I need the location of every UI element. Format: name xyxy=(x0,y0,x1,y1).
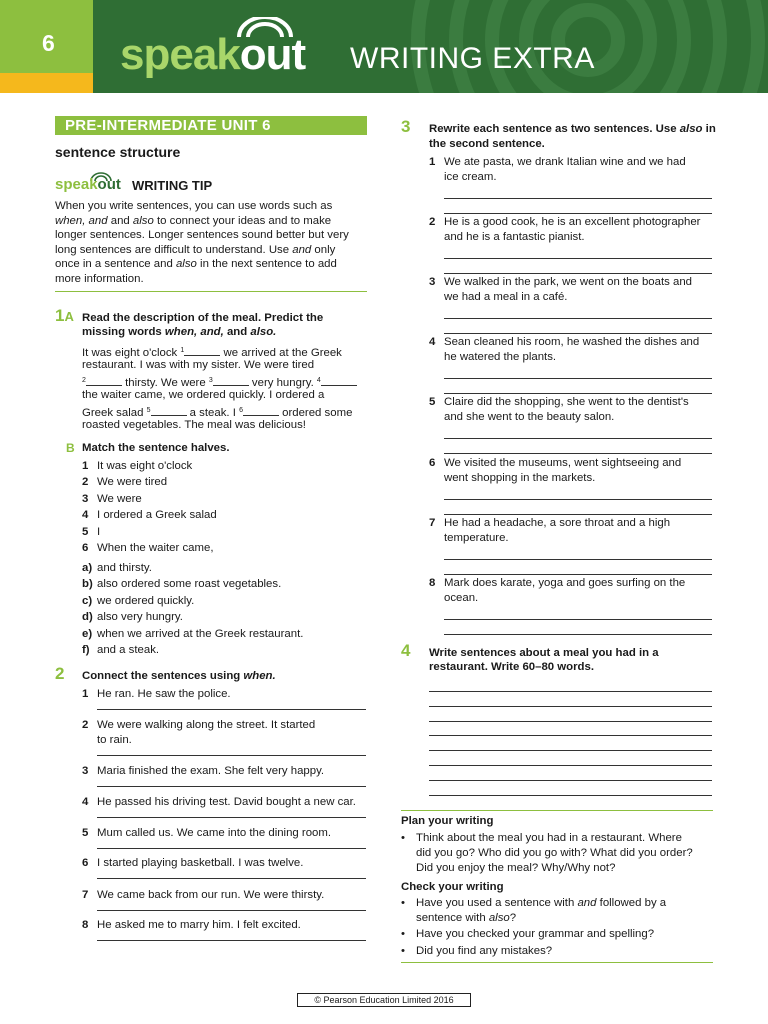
answer-line[interactable] xyxy=(444,453,712,454)
item-number: 3 xyxy=(429,276,436,289)
check-text-segment: followed by a xyxy=(596,897,667,909)
check-line xyxy=(416,911,516,926)
answer-line[interactable] xyxy=(444,318,712,319)
item-text: went shopping in the markets. xyxy=(444,471,596,484)
item-text: ice cream. xyxy=(444,171,497,183)
half-number: 6 xyxy=(82,542,89,554)
item-number: 8 xyxy=(82,919,89,931)
half-text: I xyxy=(97,525,101,538)
item-number: 6 xyxy=(429,456,436,469)
paragraph-text: thirsty. We were xyxy=(121,376,209,389)
answer-line[interactable] xyxy=(444,258,712,259)
half-number: 2 xyxy=(82,476,89,489)
ending-text: also ordered some roast vegetables. xyxy=(97,578,282,591)
bullet-dot: • xyxy=(401,832,405,844)
item-text: temperature. xyxy=(444,531,509,544)
gap-blank[interactable] xyxy=(151,406,187,416)
unit-label: PRE-INTERMEDIATE UNIT 6 xyxy=(65,117,271,134)
exercise-1a-instruction-2: missing words when, and, and also. xyxy=(82,326,277,338)
tip-text-segment: only xyxy=(311,243,336,256)
gap-number: 3 xyxy=(208,376,213,384)
answer-line[interactable] xyxy=(444,514,712,515)
half-number: 1 xyxy=(82,460,89,472)
tip-line: more information. xyxy=(55,273,144,285)
tip-logo: speakout xyxy=(55,176,121,193)
exercise-4-number: 4 xyxy=(401,641,411,660)
item-text: Maria finished the exam. She felt very happy. xyxy=(97,765,325,777)
item-number: 7 xyxy=(82,889,89,901)
item-number: 8 xyxy=(429,576,436,589)
gap-blank[interactable] xyxy=(243,406,279,416)
tip-line xyxy=(55,257,337,272)
plan-line: Think about the meal you had in a restaurant. Where xyxy=(416,832,682,844)
ending-letter: a) xyxy=(82,562,93,574)
answer-line[interactable] xyxy=(444,559,712,560)
half-text: We were tired xyxy=(97,476,168,489)
tip-text-segment: once in a sentence and xyxy=(55,258,176,271)
writing-line[interactable] xyxy=(429,721,712,722)
tip-line: When you write sentences, you can use words such as xyxy=(55,200,333,212)
answer-line[interactable] xyxy=(97,848,366,849)
ending-letter: b) xyxy=(82,578,93,591)
paragraph-text: It was eight o'clock xyxy=(82,347,181,359)
item-text: Sean cleaned his room, he washed the dishes and xyxy=(444,336,700,349)
check-divider-bottom xyxy=(401,962,713,963)
half-number: 3 xyxy=(82,492,89,505)
item-text: and she went to the beauty salon. xyxy=(444,411,615,424)
paragraph-text: a steak. I xyxy=(186,406,240,419)
answer-line[interactable] xyxy=(444,499,712,500)
item-number: 4 xyxy=(429,336,436,349)
unit-number-box xyxy=(0,0,93,73)
gap-number: 2 xyxy=(82,376,86,384)
item-text: and he is a fantastic pianist. xyxy=(444,231,585,244)
tip-line xyxy=(55,214,331,229)
check-title: Check your writing xyxy=(401,881,504,893)
check-text-segment: Did you find any mistakes? xyxy=(416,945,553,957)
item-number: 1 xyxy=(429,156,436,168)
writing-line[interactable] xyxy=(429,765,712,766)
answer-line[interactable] xyxy=(444,634,712,635)
tip-line: longer sentences. Longer sentences sound better but very xyxy=(55,229,349,242)
writing-line[interactable] xyxy=(429,780,712,781)
topic-heading: sentence structure xyxy=(55,144,181,160)
paragraph-text: ordered some xyxy=(278,406,353,419)
gap-number: 5 xyxy=(146,406,151,414)
half-text: I ordered a Greek salad xyxy=(97,509,217,522)
ending-letter: d) xyxy=(82,611,93,624)
check-text-segment: Have you checked your grammar and spelling? xyxy=(416,928,655,940)
paragraph-text: the waiter came, we ordered quickly. I ordered a xyxy=(82,388,325,401)
item-number: 5 xyxy=(429,396,436,409)
exercise-2-number: 2 xyxy=(55,664,65,683)
exercise-3-instruction-2: the second sentence. xyxy=(429,138,545,150)
answer-line[interactable] xyxy=(97,786,366,787)
ending-letter: c) xyxy=(82,594,93,607)
bullet-dot: • xyxy=(401,897,405,909)
half-text: It was eight o'clock xyxy=(97,460,193,472)
paragraph-text: Greek salad xyxy=(82,406,147,419)
page-header xyxy=(0,0,768,93)
header-title: WRITING EXTRA xyxy=(350,42,595,75)
answer-line[interactable] xyxy=(444,619,712,620)
tip-text-segment: also xyxy=(132,214,154,227)
exercise-1-number: 1A xyxy=(55,306,74,325)
gap-blank[interactable] xyxy=(184,346,220,356)
exercise-2-instruction: Connect the sentences using when. xyxy=(82,670,276,682)
plan-title: Plan your writing xyxy=(401,815,494,827)
item-text: We were walking along the street. It started xyxy=(97,719,316,731)
tip-text-segment: also xyxy=(175,258,197,271)
answer-line[interactable] xyxy=(97,910,366,911)
tip-line xyxy=(55,243,335,258)
item-text: Mum called us. We came into the dining room. xyxy=(97,827,332,839)
half-text: When the waiter came, xyxy=(97,542,214,554)
tip-text-segment: long sentences are difficult to understand. Use xyxy=(55,243,293,256)
answer-line[interactable] xyxy=(444,213,712,214)
check-line xyxy=(416,896,666,911)
ending-text: when we arrived at the Greek restaurant. xyxy=(97,627,304,640)
item-text: We visited the museums, went sightseeing and xyxy=(444,456,682,469)
tip-divider xyxy=(55,291,367,292)
bullet-dot: • xyxy=(401,928,405,940)
item-text: He is a good cook, he is an excellent photographer xyxy=(444,216,701,229)
unit-number: 6 xyxy=(42,30,55,56)
writing-line[interactable] xyxy=(429,706,712,707)
item-text: we had a meal in a café. xyxy=(444,291,568,304)
item-text: Mark does karate, yoga and goes surfing on the xyxy=(444,576,686,589)
item-text: We came back from our run. We were thirsty. xyxy=(97,889,325,901)
ending-text: and a steak. xyxy=(97,644,160,656)
check-line xyxy=(416,944,552,959)
speakout-logo: speakout xyxy=(120,30,306,79)
tip-text-segment: and xyxy=(292,243,312,256)
answer-line[interactable] xyxy=(444,378,712,379)
gap-blank[interactable] xyxy=(321,376,357,386)
writing-line[interactable] xyxy=(429,735,712,736)
ending-text: we ordered quickly. xyxy=(97,594,195,607)
tip-title: WRITING TIP xyxy=(132,178,213,193)
answer-line[interactable] xyxy=(444,393,712,394)
item-number: 2 xyxy=(429,216,436,229)
answer-line[interactable] xyxy=(97,755,366,756)
answer-line[interactable] xyxy=(444,198,712,199)
check-text-segment: Have you used a sentence with xyxy=(416,897,578,909)
paragraph-line xyxy=(82,418,306,433)
item-text: to rain. xyxy=(97,734,132,746)
exercise-3-instruction: Rewrite each sentence as two sentences. Use also in xyxy=(429,123,716,135)
answer-line[interactable] xyxy=(444,438,712,439)
paragraph-text: very hungry. xyxy=(248,376,317,389)
answer-line[interactable] xyxy=(444,273,712,274)
answer-line[interactable] xyxy=(444,574,712,575)
plan-line: did you go? Who did you go with? What did you order? xyxy=(416,847,693,859)
item-text: We walked in the park, we went on the boats and xyxy=(444,276,693,289)
ending-text: also very hungry. xyxy=(97,611,183,624)
ending-text: and thirsty. xyxy=(97,562,152,574)
writing-line[interactable] xyxy=(429,691,712,692)
paragraph-text: we arrived at the Greek xyxy=(220,347,342,359)
item-number: 1 xyxy=(82,688,89,700)
paragraph-line xyxy=(82,388,324,403)
ending-letter: f) xyxy=(82,644,90,656)
check-text-segment: also xyxy=(488,912,510,924)
item-number: 5 xyxy=(82,827,89,839)
exercise-3-number: 3 xyxy=(401,117,411,136)
bullet-dot: • xyxy=(401,945,405,957)
item-number: 2 xyxy=(82,719,89,731)
half-number: 4 xyxy=(82,509,89,522)
item-number: 3 xyxy=(82,765,89,777)
item-text: ocean. xyxy=(444,591,479,604)
exercise-1b-instruction: Match the sentence halves. xyxy=(82,442,230,454)
item-text: We ate pasta, we drank Italian wine and we had xyxy=(444,156,686,168)
item-number: 6 xyxy=(82,857,89,869)
unit-label-bar xyxy=(55,116,367,135)
exercise-1a-instruction: Read the description of the meal. Predict the xyxy=(82,312,324,324)
tip-text-segment: to connect your ideas and to make xyxy=(153,214,332,227)
answer-line[interactable] xyxy=(97,878,366,879)
exercise-4-instruction: Write sentences about a meal you had in a xyxy=(429,647,659,659)
tip-text-segment: when, and xyxy=(55,214,108,227)
paragraph-line xyxy=(82,358,314,373)
exercise-1b-letter: B xyxy=(66,441,75,455)
gap-blank[interactable] xyxy=(86,376,122,386)
item-text: He passed his driving test. David bought a new car. xyxy=(97,796,356,808)
plan-divider-top xyxy=(401,810,713,811)
answer-line[interactable] xyxy=(97,817,366,818)
check-text-segment: sentence with xyxy=(416,912,489,924)
half-text: We were xyxy=(97,492,142,505)
exercise-4-instruction-2: restaurant. Write 60–80 words. xyxy=(429,661,595,673)
check-line xyxy=(416,927,654,942)
gap-number: 4 xyxy=(316,376,321,384)
answer-line[interactable] xyxy=(444,333,712,334)
item-text: He had a headache, a sore throat and a high xyxy=(444,516,671,529)
gap-number: 6 xyxy=(239,406,243,414)
item-text: Claire did the shopping, she went to the dentist's xyxy=(444,396,689,409)
ending-letter: e) xyxy=(82,627,93,640)
item-text: I started playing basketball. I was twelve. xyxy=(97,857,304,869)
item-text: he watered the plants. xyxy=(444,351,557,364)
plan-line: Did you enjoy the meal? Why/Why not? xyxy=(416,862,616,874)
paragraph-text: restaurant. I was with my sister. We were tired xyxy=(82,358,315,371)
check-text-segment: ? xyxy=(509,912,517,924)
writing-line[interactable] xyxy=(429,750,712,751)
paragraph-text: roasted vegetables. The meal was delicious! xyxy=(82,418,306,431)
item-text: He asked me to marry him. I felt excited. xyxy=(97,919,301,931)
tip-text-segment: and xyxy=(107,214,133,227)
half-number: 5 xyxy=(82,525,89,538)
writing-line[interactable] xyxy=(429,795,712,796)
copyright-footer: © Pearson Education Limited 2016 xyxy=(297,993,471,1007)
yellow-band xyxy=(0,73,93,93)
answer-line[interactable] xyxy=(97,940,366,941)
gap-blank[interactable] xyxy=(213,376,249,386)
item-number: 4 xyxy=(82,796,89,808)
tip-text-segment: in the next sentence to add xyxy=(196,258,337,271)
item-number: 7 xyxy=(429,516,436,529)
answer-line[interactable] xyxy=(97,709,366,710)
item-text: He ran. He saw the police. xyxy=(97,688,231,700)
check-text-segment: and xyxy=(577,897,597,909)
gap-number: 1 xyxy=(180,347,185,354)
